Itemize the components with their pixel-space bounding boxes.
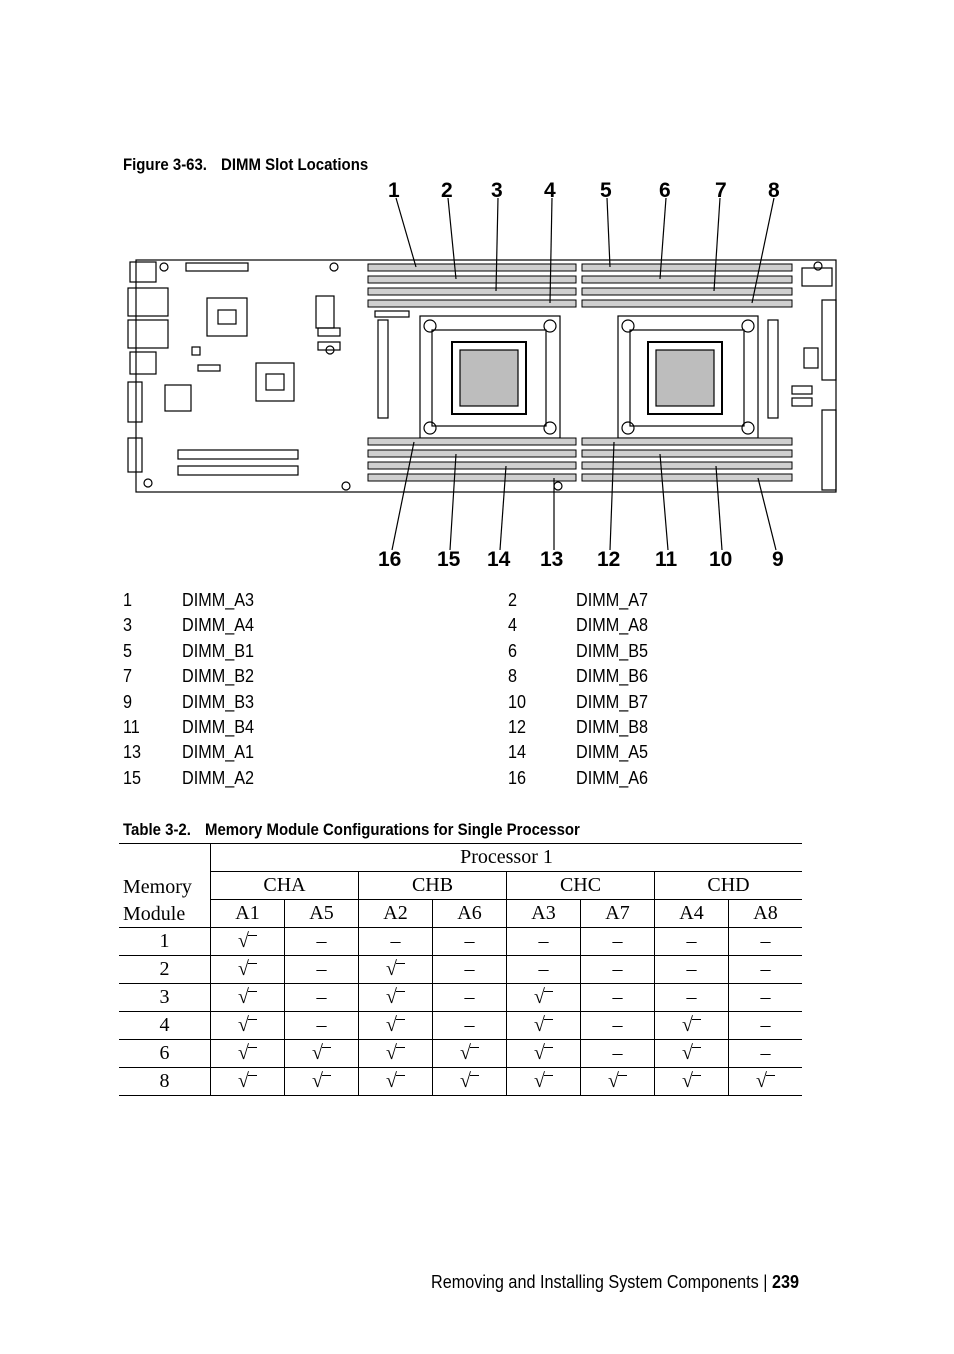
legend-row [123, 740, 823, 765]
callout-4: 4 [544, 179, 556, 202]
legend-label: DIMM_B8 [576, 716, 649, 737]
callout-1: 1 [388, 179, 400, 202]
legend-row [123, 766, 823, 791]
legend-number: 12 [508, 716, 527, 737]
dash-mark: – [285, 928, 359, 956]
callout-14: 14 [487, 548, 511, 571]
pcie-slot [178, 466, 298, 475]
callout-10: 10 [709, 548, 733, 571]
dash-mark: – [729, 956, 803, 984]
module-count: 1 [119, 928, 211, 956]
check-mark [655, 1040, 729, 1068]
check-icon: √ [386, 958, 405, 981]
check-mark [211, 1040, 285, 1068]
legend-label: DIMM_A5 [576, 742, 649, 763]
callout-15: 15 [437, 548, 461, 571]
dash-mark: – [581, 1012, 655, 1040]
dash-mark: – [507, 956, 581, 984]
check-mark [211, 956, 285, 984]
check-icon: √ [386, 986, 405, 1009]
motherboard-diagram [120, 170, 840, 580]
mount-hole [144, 479, 152, 487]
legend-number: 10 [508, 691, 527, 712]
check-mark [211, 984, 285, 1012]
check-icon: √ [238, 930, 257, 953]
dash-mark: – [729, 984, 803, 1012]
header-connector [186, 263, 248, 271]
callout-6: 6 [659, 179, 671, 202]
dash-mark: – [655, 984, 729, 1012]
dash-mark: – [285, 956, 359, 984]
cpu-1-die [460, 350, 518, 406]
pcie-slot [178, 450, 298, 459]
legend-row [123, 613, 823, 638]
memory-config-table [119, 843, 802, 1096]
callout-12: 12 [597, 548, 621, 571]
legend-number: 2 [508, 590, 518, 610]
legend-label: DIMM_B1 [182, 640, 255, 661]
check-mark [507, 984, 581, 1012]
legend-label: DIMM_A4 [182, 615, 255, 636]
io-connector [130, 352, 156, 374]
legend-label: DIMM_A1 [182, 742, 255, 763]
legend-label: DIMM_A7 [576, 590, 649, 610]
check-icon: √ [682, 1070, 701, 1093]
right-connector [822, 300, 836, 380]
socket-screw [424, 320, 436, 332]
channel-header: CHA [211, 872, 359, 900]
check-mark [507, 1012, 581, 1040]
mount-hole [814, 262, 822, 270]
check-icon: √ [238, 1042, 257, 1065]
io-connector [128, 320, 168, 348]
check-icon: √ [238, 1070, 257, 1093]
callout-lines [392, 198, 776, 550]
slot-header: A4 [655, 900, 729, 928]
legend-number: 11 [123, 716, 140, 737]
legend-number: 3 [123, 615, 133, 636]
io-connector [128, 288, 168, 316]
io-connector [128, 438, 142, 472]
check-icon: √ [534, 1042, 553, 1065]
table-row [119, 1040, 802, 1068]
check-icon: √ [312, 1070, 331, 1093]
row-header-module: Module [119, 900, 211, 928]
check-icon: √ [460, 1042, 479, 1065]
check-icon: √ [238, 986, 257, 1009]
dash-mark: – [655, 928, 729, 956]
check-icon: √ [386, 1070, 405, 1093]
check-mark [285, 1040, 359, 1068]
callout-13: 13 [540, 548, 564, 571]
small-header [375, 311, 409, 317]
socket-screw [622, 422, 634, 434]
channel-header: CHB [359, 872, 507, 900]
channel-row [119, 872, 802, 900]
check-mark [433, 1040, 507, 1068]
dash-mark: – [581, 928, 655, 956]
legend-row [123, 664, 823, 689]
legend-label: DIMM_A2 [182, 767, 255, 788]
check-mark [433, 1068, 507, 1096]
sata-port [792, 398, 812, 406]
power-connector [802, 268, 832, 286]
slot-header: A8 [729, 900, 803, 928]
chip [256, 363, 294, 401]
check-mark [211, 1012, 285, 1040]
table-header-row [119, 844, 802, 872]
check-mark [359, 1068, 433, 1096]
io-connector [130, 262, 156, 282]
check-mark [729, 1068, 803, 1096]
callout-9: 9 [772, 548, 784, 571]
check-mark [359, 956, 433, 984]
callout-7: 7 [715, 179, 727, 202]
legend-label: DIMM_B7 [576, 691, 649, 712]
legend-label: DIMM_B2 [182, 666, 255, 687]
legend-number: 7 [123, 666, 133, 687]
mount-hole [554, 482, 562, 490]
chip [266, 374, 284, 390]
chip [198, 365, 220, 371]
legend-label: DIMM_A3 [182, 590, 255, 610]
check-mark [507, 1040, 581, 1068]
check-icon: √ [386, 1042, 405, 1065]
legend-number: 5 [123, 640, 133, 661]
slot-header: A3 [507, 900, 581, 928]
table-caption [123, 820, 580, 840]
check-mark [285, 1068, 359, 1096]
socket-screw [742, 320, 754, 332]
socket-screw [544, 320, 556, 332]
table-row [119, 956, 802, 984]
legend-label: DIMM_B3 [182, 691, 255, 712]
check-mark [581, 1068, 655, 1096]
sata-port [318, 328, 340, 336]
slot-header: A6 [433, 900, 507, 928]
chip [218, 310, 236, 324]
legend-number: 15 [123, 767, 142, 788]
check-mark [655, 1068, 729, 1096]
check-icon: √ [534, 1070, 553, 1093]
chip [207, 298, 247, 336]
slot-row [119, 900, 802, 928]
legend-number: 6 [508, 640, 518, 661]
check-mark [211, 928, 285, 956]
check-icon: √ [534, 986, 553, 1009]
check-mark [359, 984, 433, 1012]
dash-mark: – [433, 984, 507, 1012]
check-icon: √ [534, 1014, 553, 1037]
check-icon: √ [386, 1014, 405, 1037]
check-mark [359, 1040, 433, 1068]
vertical-connector [378, 320, 388, 418]
legend-number: 1 [123, 590, 133, 610]
module-count: 6 [119, 1040, 211, 1068]
callout-2: 2 [441, 179, 453, 202]
channel-header: CHD [655, 872, 803, 900]
module-count: 3 [119, 984, 211, 1012]
table-row [119, 984, 802, 1012]
check-icon: √ [312, 1042, 331, 1065]
figure-title: DIMM Slot Locations [221, 155, 369, 174]
right-connector [822, 410, 836, 490]
legend-row [123, 588, 823, 613]
check-icon: √ [238, 958, 257, 981]
check-icon: √ [756, 1070, 775, 1093]
legend-number: 13 [123, 742, 142, 763]
mount-hole [160, 263, 168, 271]
callout-3: 3 [491, 179, 503, 202]
table-row [119, 928, 802, 956]
legend-label: DIMM_B6 [576, 666, 649, 687]
callout-16: 16 [378, 548, 402, 571]
check-icon: √ [608, 1070, 627, 1093]
check-mark [211, 1068, 285, 1096]
dash-mark: – [581, 984, 655, 1012]
footer-text: Removing and Installing System Components | [431, 1272, 768, 1292]
legend-number: 14 [508, 742, 527, 763]
dash-mark: – [581, 1040, 655, 1068]
dash-mark: – [507, 928, 581, 956]
check-icon: √ [682, 1014, 701, 1037]
processor-header: Processor 1 [211, 844, 803, 872]
dash-mark: – [729, 928, 803, 956]
module-count: 8 [119, 1068, 211, 1096]
legend-label: DIMM_A6 [576, 767, 649, 788]
legend-label: DIMM_B5 [576, 640, 649, 661]
socket-screw [742, 422, 754, 434]
table-row [119, 1068, 802, 1096]
legend-label: DIMM_B4 [182, 716, 255, 737]
chip [165, 385, 191, 411]
socket-screw [424, 422, 436, 434]
dash-mark: – [285, 1012, 359, 1040]
socket-screw [622, 320, 634, 332]
dash-mark: – [581, 956, 655, 984]
check-icon: √ [238, 1014, 257, 1037]
row-header-memory: Memory [123, 875, 192, 898]
slot-header: A2 [359, 900, 433, 928]
sata-port [792, 386, 812, 394]
module-count: 2 [119, 956, 211, 984]
legend-row [123, 715, 823, 740]
chip [316, 296, 334, 328]
legend-number: 9 [123, 691, 133, 712]
mount-hole [342, 482, 350, 490]
dimm-legend [123, 588, 823, 791]
check-icon: √ [682, 1042, 701, 1065]
table-number: Table 3-2. [123, 820, 191, 839]
chip [192, 347, 200, 355]
cpu-2-die [656, 350, 714, 406]
check-mark [655, 1012, 729, 1040]
table-title: Memory Module Configurations for Single Processor [204, 820, 580, 839]
mount-hole [330, 263, 338, 271]
legend-number: 4 [508, 615, 518, 636]
dash-mark: – [433, 1012, 507, 1040]
figure-number: Figure 3-63. [123, 155, 207, 174]
page-number: 239 [772, 1272, 800, 1292]
legend-label: DIMM_A8 [576, 615, 649, 636]
module-count: 4 [119, 1012, 211, 1040]
socket-screw [544, 422, 556, 434]
legend-row [123, 690, 823, 715]
chip [804, 348, 818, 368]
callout-5: 5 [600, 179, 612, 202]
page-footer [431, 1272, 799, 1293]
dash-mark: – [729, 1040, 803, 1068]
dash-mark: – [729, 1012, 803, 1040]
slot-header: A7 [581, 900, 655, 928]
callout-8: 8 [768, 179, 780, 202]
legend-number: 16 [508, 767, 527, 788]
io-connector [128, 382, 142, 422]
slot-header: A5 [285, 900, 359, 928]
dash-mark: – [359, 928, 433, 956]
check-mark [507, 1068, 581, 1096]
legend-row [123, 639, 823, 664]
table-row [119, 1012, 802, 1040]
callout-11: 11 [655, 548, 678, 571]
dash-mark: – [433, 956, 507, 984]
check-mark [359, 1012, 433, 1040]
dash-mark: – [285, 984, 359, 1012]
vertical-connector [768, 320, 778, 418]
legend-number: 8 [508, 666, 518, 687]
check-icon: √ [460, 1070, 479, 1093]
dash-mark: – [655, 956, 729, 984]
dash-mark: – [433, 928, 507, 956]
channel-header: CHC [507, 872, 655, 900]
slot-header: A1 [211, 900, 285, 928]
